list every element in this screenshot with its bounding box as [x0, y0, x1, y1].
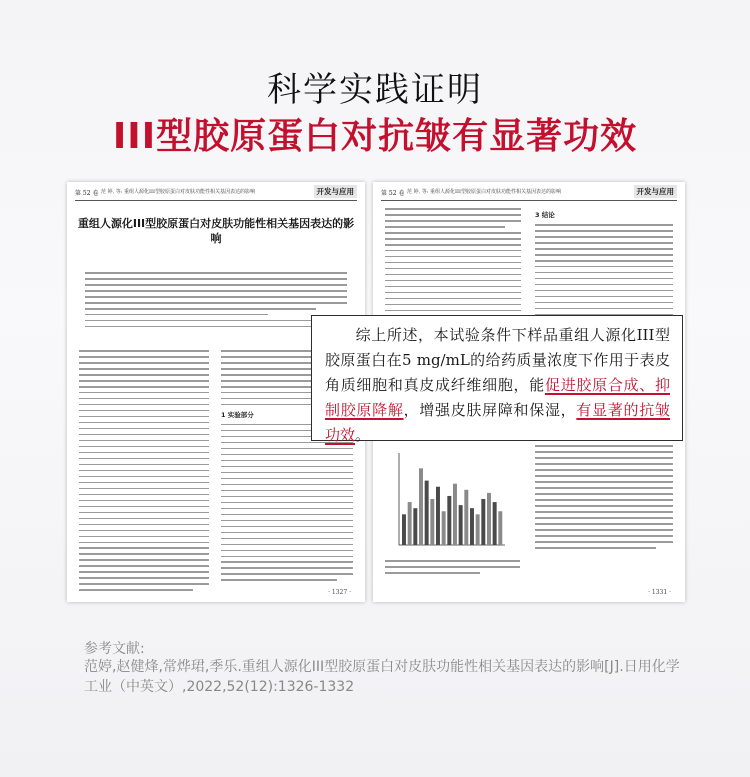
bar-chart — [385, 447, 510, 557]
section-heading: 1 实验部分 — [221, 410, 254, 419]
section-tag: 开发与应用 — [314, 185, 358, 198]
reference-citation: 范婷,赵健烽,常烨珺,季乐.重组人源化III型胶原蛋白对皮肤功能性相关基因表达的影响[J].日用化学工业（中英文）,2022,52(12):1326-1332 — [84, 659, 680, 695]
chart-bar — [430, 499, 434, 545]
quote-highlight-antiwrinkle: 有显著的抗皱功效 — [325, 401, 670, 444]
running-head: 范 婷, 等: 重组人源化III型胶原蛋白对皮肤功能性相关基因表达的影响 — [101, 189, 255, 195]
chart-bar — [436, 487, 440, 545]
chart-bar — [470, 508, 474, 545]
chart-bar — [476, 514, 480, 545]
chart-bar — [453, 484, 457, 545]
chart-bar — [459, 505, 463, 545]
article-title: 重组人源化III型胶原蛋白对皮肤功能性相关基因表达的影响 — [77, 217, 355, 245]
abstract-text — [85, 272, 347, 332]
chart-bar — [487, 493, 491, 545]
page-volume: 第 52 卷 — [75, 190, 99, 197]
chart-bar — [498, 511, 502, 545]
chart-bar — [493, 502, 497, 545]
chart-bar — [425, 481, 429, 545]
subheadline: III型胶原蛋白对抗皱有显著功效 — [112, 116, 638, 157]
page-header — [75, 188, 357, 201]
quote-text: ，增强皮肤屏障和保湿， — [403, 401, 577, 419]
chart-bar — [447, 496, 451, 545]
page-footer: · 1331 · — [648, 589, 671, 596]
chart-bar — [408, 502, 412, 545]
quote-text: 。 — [355, 426, 371, 444]
quote-text: 综上所述，本试验条件下样品重组人源化III型胶原蛋白在5 mg/mL的给药质量浓度下作用于表皮角质细胞和真皮成纤维细胞，能 — [325, 326, 670, 394]
headline: 科学实践证明 — [267, 70, 483, 110]
page-header — [381, 188, 677, 201]
chart-bar — [402, 514, 406, 545]
quote-highlight-collagen: 促进胶原合成、抑制胶原降解 — [325, 376, 670, 419]
chart-bar — [413, 508, 417, 545]
chart-bar — [464, 490, 468, 545]
chart-bar — [419, 468, 423, 545]
body-column-left — [79, 350, 209, 595]
running-head: 范 婷, 等: 重组人源化III型胶原蛋白对皮肤功能性相关基因表达的影响 — [407, 189, 561, 195]
page-footer: · 1327 · — [328, 589, 351, 596]
chart-bar — [481, 499, 485, 545]
section-tag: 开发与应用 — [634, 185, 678, 198]
gene-expression-chart — [385, 447, 510, 557]
figure-caption — [385, 560, 520, 578]
section-heading: 3 结论 — [535, 211, 555, 219]
page-volume: 第 52 卷 — [381, 190, 405, 197]
reference-label: 参考文献: — [84, 641, 145, 657]
conclusion-quote — [311, 315, 683, 444]
chart-bar — [442, 511, 446, 545]
